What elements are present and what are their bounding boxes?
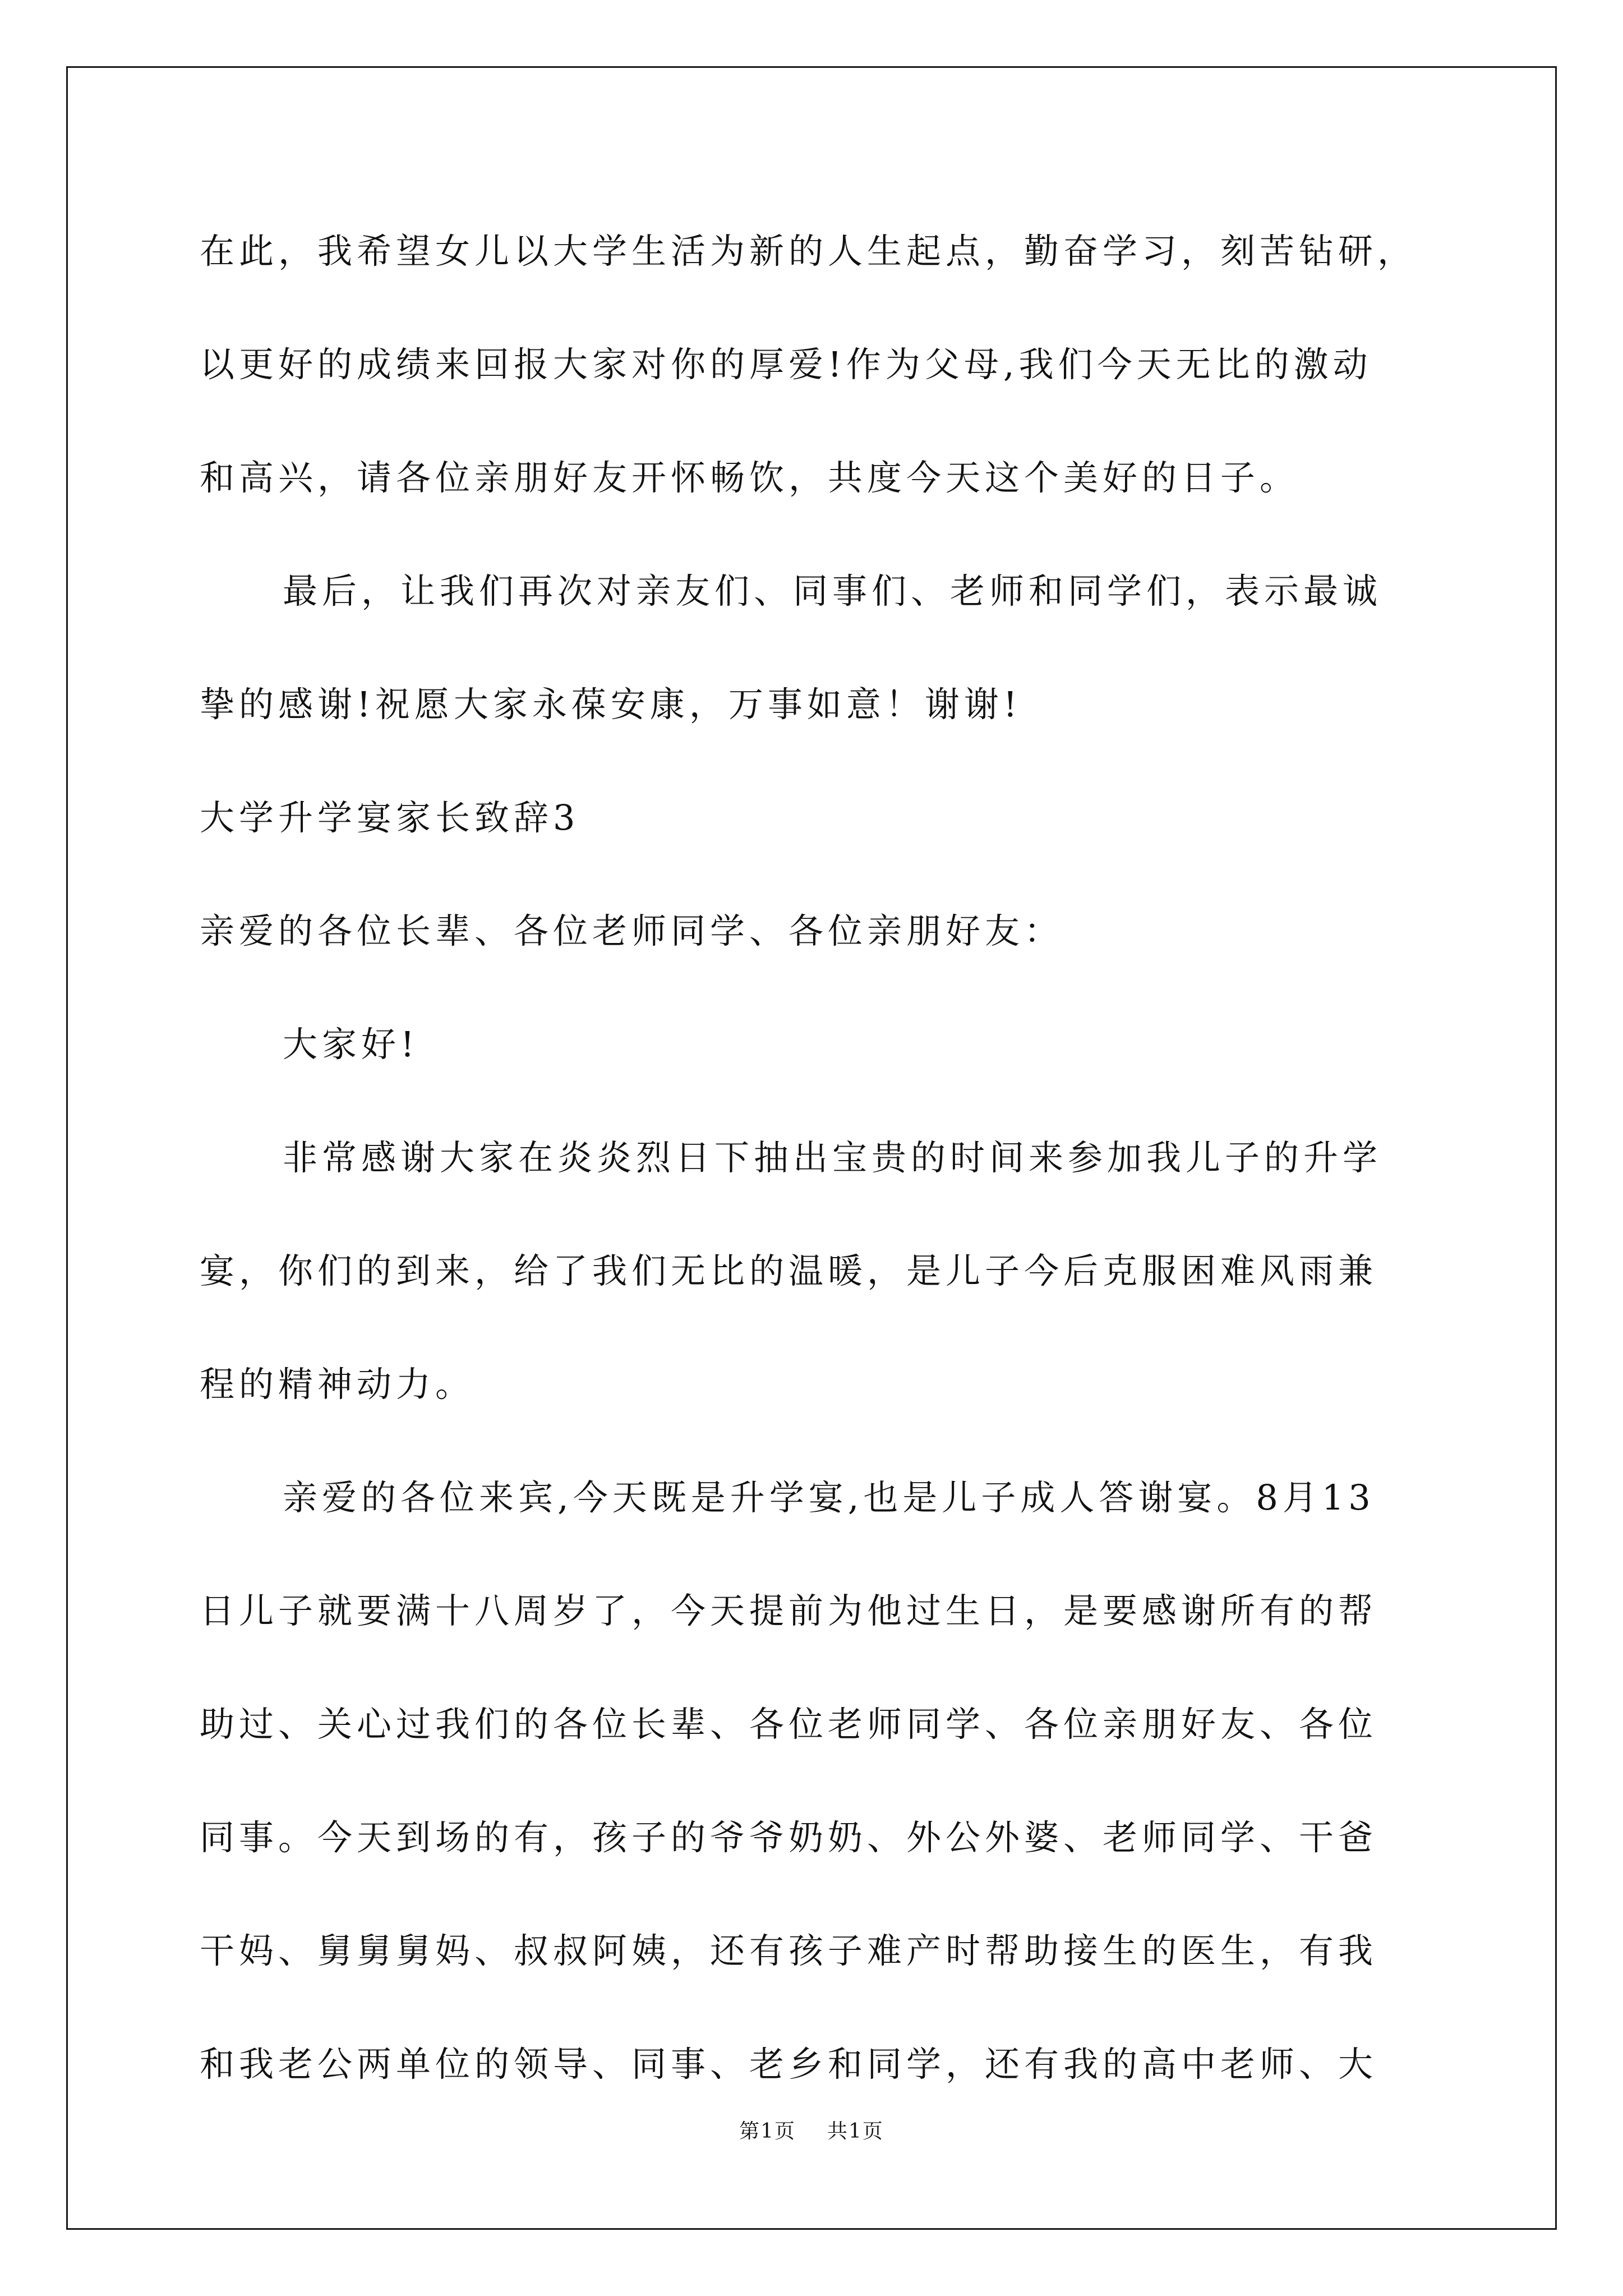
page-number: 第1页 (739, 2120, 796, 2143)
text-line: 程的精神动力。 (200, 1364, 475, 1405)
text-line: 非常感谢大家在炎炎烈日下抽出宝贵的时间来参加我儿子的升学 (283, 1137, 1382, 1178)
text-line: 亲爱的各位来宾,今天既是升学宴,也是儿子成人答谢宴。8月13 (283, 1477, 1375, 1518)
text-line: 干妈、舅舅舅妈、叔叔阿姨，还有孩子难产时帮助接生的医生，有我 (200, 1930, 1378, 1971)
text-line: 和高兴，请各位亲朋好友开怀畅饮，共度今天这个美好的日子。 (200, 457, 1299, 498)
page-total: 共1页 (827, 2120, 884, 2143)
salutation: 亲爱的各位长辈、各位老师同学、各位亲朋好友： (200, 910, 1064, 951)
document-body (200, 212, 1428, 2138)
text-line: 和我老公两单位的领导、同事、老乡和同学，还有我的高中老师、大 (200, 2044, 1378, 2085)
greeting: 大家好! (283, 1024, 419, 1065)
text-line: 同事。今天到场的有，孩子的爷爷奶奶、外公外婆、老师同学、干爸 (200, 1817, 1378, 1858)
text-line: 助过、关心过我们的各位长辈、各位老师同学、各位亲朋好友、各位 (200, 1704, 1378, 1745)
section-heading: 大学升学宴家长致辞3 (200, 797, 580, 838)
page-footer (0, 2118, 1623, 2146)
text-line: 在此，我希望女儿以大学生活为新的人生起点，勤奋学习，刻苦钻研， (200, 231, 1417, 272)
text-line: 最后，让我们再次对亲友们、同事们、老师和同学们，表示最诚 (283, 570, 1382, 611)
text-line: 宴，你们的到来，给了我们无比的温暖，是儿子今后克服困难风雨兼 (200, 1250, 1378, 1291)
text-line: 以更好的成绩来回报大家对你的厚爱!作为父母,我们今天无比的激动 (200, 344, 1372, 385)
text-line: 挚的感谢!祝愿大家永葆安康，万事如意！谢谢! (200, 684, 1022, 725)
text-line: 日儿子就要满十八周岁了，今天提前为他过生日，是要感谢所有的帮 (200, 1590, 1378, 1631)
